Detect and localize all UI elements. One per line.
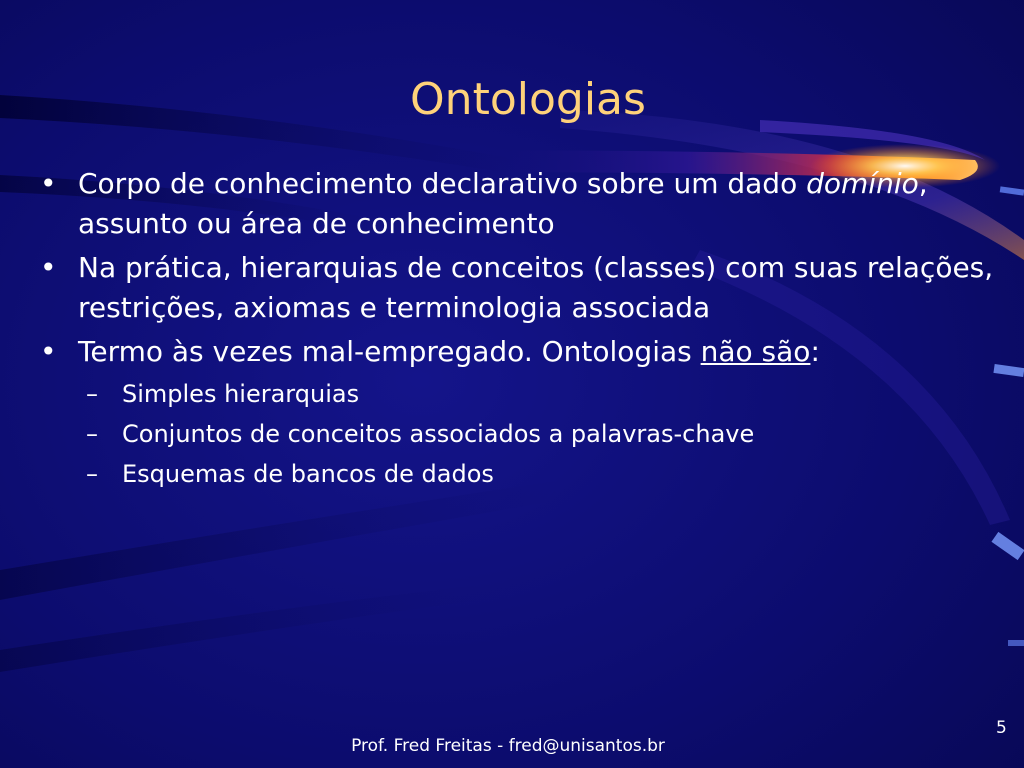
bullet-marker: •: [40, 251, 57, 284]
subbullet-text: Esquemas de bancos de dados: [122, 460, 494, 488]
page-number: 5: [996, 718, 1007, 738]
slide-title: Ontologias: [410, 74, 646, 125]
subbullet-item: [38, 458, 998, 490]
subbullet-item: [38, 378, 998, 410]
underlined-term: não são: [700, 335, 811, 368]
bullet-list: [38, 164, 998, 498]
subbullet-marker: –: [86, 460, 98, 488]
subbullet-text: Simples hierarquias: [122, 380, 360, 408]
bullet-text: Corpo de conhecimento declarativo sobre um dado: [78, 167, 807, 200]
bullet-item: [38, 164, 998, 244]
bullet-text: , assunto ou área de conhecimento: [78, 167, 928, 240]
subbullet-marker: –: [86, 380, 98, 408]
subbullet-item: [38, 418, 998, 450]
bullet-item: [38, 332, 998, 372]
bullet-text: Termo às vezes mal-empregado. Ontologias: [78, 335, 701, 368]
bullet-text: Na prática, hierarquias de conceitos (classes) com suas relações, restrições, axiomas e terminologia associada: [78, 251, 994, 324]
emphasized-term: domínio: [806, 167, 919, 200]
subbullet-text: Conjuntos de conceitos associados a palavras-chave: [122, 420, 755, 448]
bullet-marker: •: [40, 167, 57, 200]
bullet-text: :: [810, 335, 820, 368]
slide-footer: Prof. Fred Freitas - fred@unisantos.br: [351, 736, 665, 756]
bullet-item: [38, 248, 998, 328]
subbullet-marker: –: [86, 420, 98, 448]
bullet-marker: •: [40, 335, 57, 368]
